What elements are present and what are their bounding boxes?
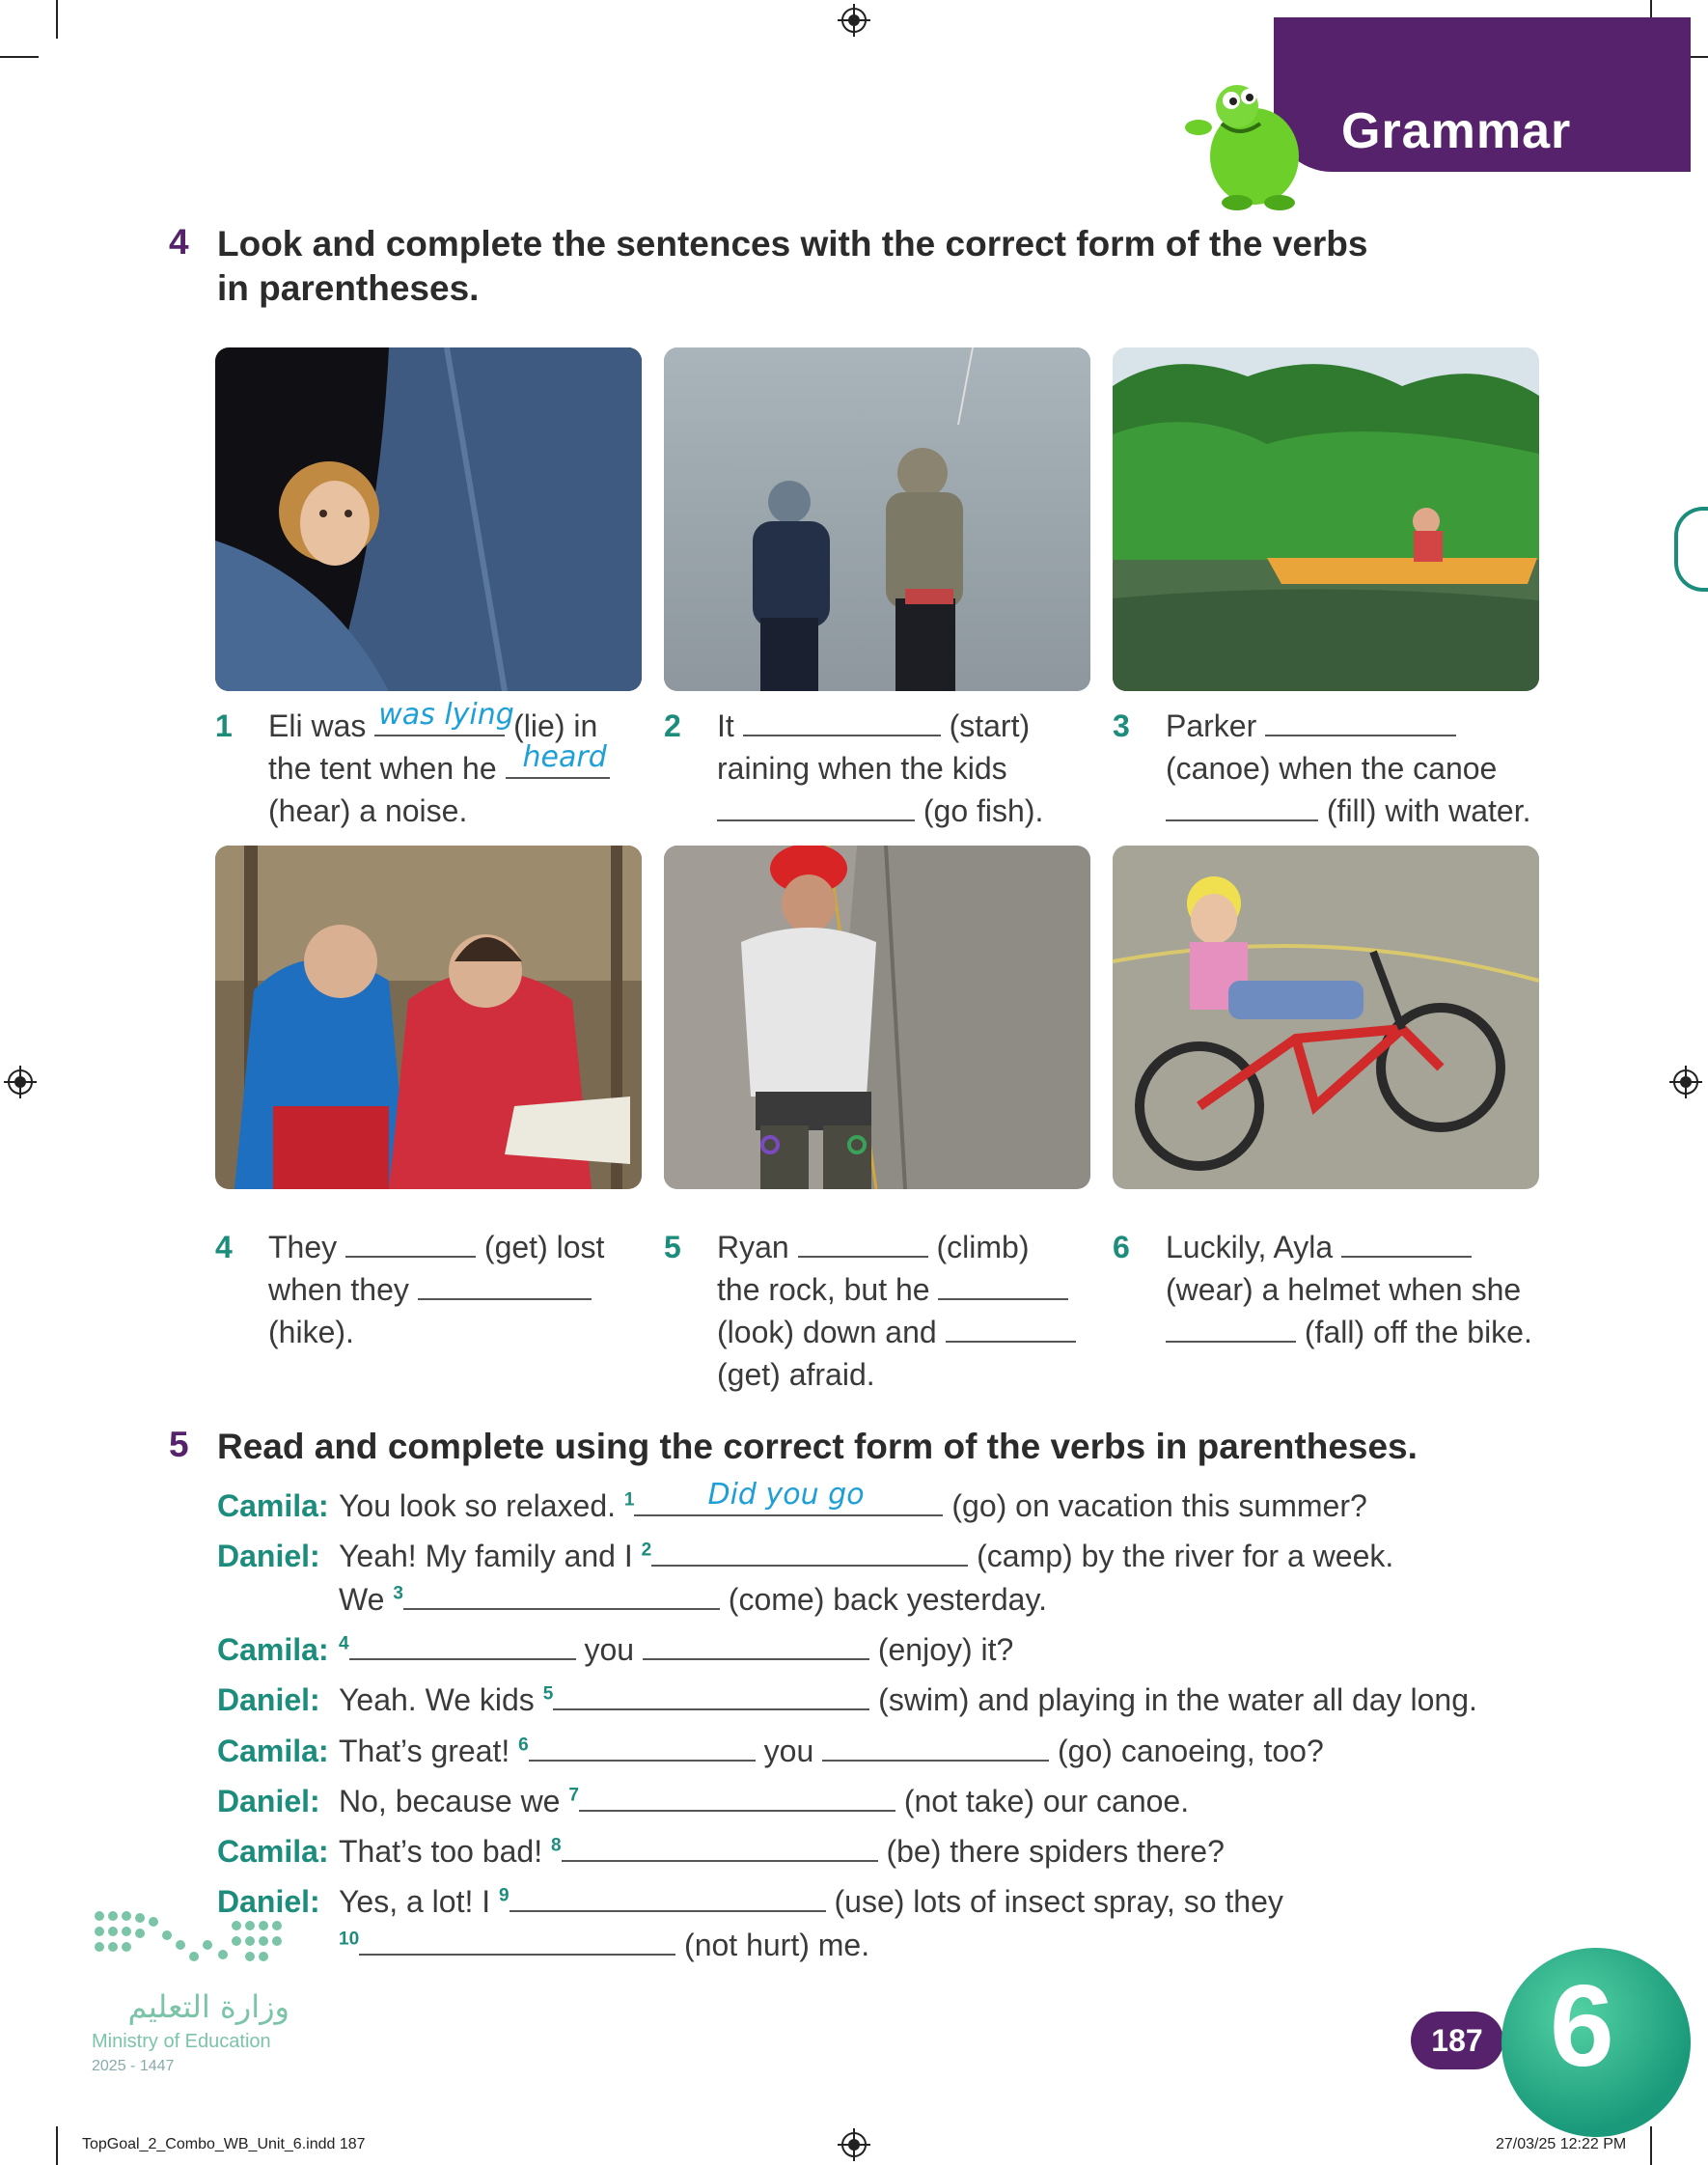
- item-number: 6: [1113, 1230, 1130, 1264]
- item-text: Parker: [1166, 708, 1266, 743]
- answer-blank[interactable]: [946, 1314, 1076, 1343]
- blank-number: 9: [499, 1885, 510, 1906]
- dialogue-line: [217, 1478, 1367, 1527]
- section-title: Grammar: [1341, 103, 1572, 159]
- dialogue-text: (not take) our canoe.: [895, 1784, 1190, 1818]
- item-text: (look) down and: [717, 1315, 946, 1349]
- blank-number: 7: [568, 1785, 579, 1806]
- dialogue-text: We: [339, 1582, 394, 1617]
- exercise4-item-1: [215, 698, 683, 832]
- crop-mark: [56, 0, 58, 39]
- dialogue-text: (go) on vacation this summer?: [943, 1488, 1367, 1523]
- instruction-line: Look and complete the sentences with the correct form of the verbs: [217, 224, 1368, 264]
- answer-blank[interactable]: [553, 1681, 869, 1710]
- blank-number: 2: [641, 1540, 652, 1561]
- photo-boy-in-tent: [215, 347, 642, 691]
- dialogue-line: [217, 1535, 1393, 1577]
- footer-date: 27/03/25 12:22 PM: [1496, 2136, 1627, 2152]
- item-number: 4: [215, 1230, 233, 1264]
- blank-number: 1: [623, 1489, 635, 1511]
- answer-blank[interactable]: [403, 1581, 720, 1610]
- unit-number: 6: [1550, 1961, 1614, 2091]
- dialogue-line: [217, 1880, 1283, 1923]
- registration-mark-icon: [838, 4, 870, 37]
- blank-number: 3: [393, 1583, 403, 1604]
- item-text: It: [717, 708, 743, 743]
- registration-mark-icon: [1669, 1066, 1702, 1098]
- item-text: Ryan: [717, 1230, 798, 1264]
- dialogue-text: (enjoy) it?: [868, 1632, 1014, 1667]
- answer-blank[interactable]: [579, 1783, 895, 1812]
- blank-number: 6: [518, 1735, 529, 1756]
- item-text: (hear) a noise.: [268, 793, 468, 828]
- item-text: Eli was: [268, 708, 375, 743]
- exercise-instruction: Read and complete using the correct form of the verbs in parentheses.: [217, 1427, 1418, 1466]
- ministry-logo-icon: [92, 1906, 294, 1974]
- item-text: (hike).: [268, 1315, 354, 1349]
- photo-rock-climber: [664, 846, 1090, 1189]
- answer-blank[interactable]: [798, 1229, 928, 1258]
- photo-kids-fishing: [664, 347, 1090, 691]
- answer-blank[interactable]: [374, 698, 514, 736]
- item-text: raining when the kids: [717, 751, 1007, 786]
- item-text: (fill) with water.: [1318, 793, 1531, 828]
- answer-blank[interactable]: [634, 1478, 943, 1516]
- dialogue-line: [217, 1730, 1324, 1772]
- dialogue-text: (be) there spiders there?: [877, 1834, 1225, 1869]
- item-text: the tent when he: [268, 751, 506, 786]
- side-tab: [1674, 507, 1708, 592]
- dialogue-text: Yeah! My family and I: [339, 1539, 642, 1573]
- answer-blank[interactable]: [418, 1271, 592, 1300]
- dialogue-text: Yeah. We kids: [339, 1682, 543, 1717]
- photo-hikers-map: [215, 846, 642, 1189]
- answer-blank[interactable]: [1166, 1314, 1296, 1343]
- answer-blank[interactable]: [643, 1631, 869, 1660]
- speaker-label: Camila:: [217, 1488, 329, 1523]
- blank-number: 5: [542, 1683, 554, 1705]
- instruction-line: in parentheses.: [217, 268, 480, 308]
- unit-badge: [1501, 1948, 1691, 2137]
- dialogue-text: Yes, a lot! I: [339, 1884, 500, 1919]
- sample-answer: heard: [522, 740, 607, 774]
- item-text: (fall) off the bike.: [1296, 1315, 1532, 1349]
- dialogue-text: (not hurt) me.: [675, 1928, 870, 1962]
- item-text: (lie) in: [505, 708, 598, 743]
- speaker-label: Camila:: [217, 1834, 329, 1869]
- answer-blank[interactable]: [1265, 708, 1456, 736]
- dialogue-text: No, because we: [339, 1784, 569, 1818]
- answer-blank[interactable]: [1166, 792, 1318, 821]
- crop-mark: [0, 56, 39, 58]
- sample-answer: Did you go: [707, 1478, 865, 1512]
- photo-canoe-river: [1113, 347, 1539, 691]
- logo-english-text: Ministry of Education: [92, 2031, 271, 2052]
- dialogue-line: [217, 1578, 1047, 1621]
- item-text: (canoe) when the canoe: [1166, 751, 1498, 786]
- exercise4-item-5: [664, 1226, 1132, 1396]
- item-text: (go fish).: [915, 793, 1044, 828]
- speaker-label: Camila:: [217, 1734, 329, 1768]
- answer-blank[interactable]: [529, 1733, 756, 1762]
- speaker-label: Camila:: [217, 1632, 329, 1667]
- logo-arabic-text: وزارة التعليم: [127, 1988, 289, 2025]
- item-text: when they: [268, 1272, 418, 1307]
- item-number: 1: [215, 708, 233, 743]
- dialogue-text: That’s too bad!: [339, 1834, 551, 1869]
- item-text: (start): [940, 708, 1031, 743]
- answer-blank[interactable]: [510, 1883, 826, 1912]
- dialogue-text: You look so relaxed.: [339, 1488, 624, 1523]
- blank-number: 10: [339, 1929, 360, 1950]
- mascot-icon: [1179, 68, 1314, 212]
- dialogue-line: [217, 1924, 869, 1966]
- dialogue-text: (camp) by the river for a week.: [968, 1539, 1394, 1573]
- dialogue-line: [217, 1830, 1225, 1873]
- exercise4-item-6: [1113, 1226, 1581, 1353]
- item-text: (climb): [927, 1230, 1030, 1264]
- answer-blank[interactable]: [822, 1733, 1049, 1762]
- answer-blank[interactable]: [938, 1271, 1068, 1300]
- item-text: (wear) a helmet when she: [1166, 1272, 1522, 1307]
- photo-girl-bike: [1113, 846, 1539, 1189]
- dialogue-text: (come) back yesterday.: [719, 1582, 1047, 1617]
- dialogue-line: [217, 1628, 1013, 1671]
- registration-mark-icon: [4, 1066, 37, 1098]
- item-number: 5: [664, 1230, 681, 1264]
- item-text: They: [268, 1230, 346, 1264]
- speaker-label: Daniel:: [217, 1539, 320, 1573]
- dialogue-text: (swim) and playing in the water all day long.: [869, 1682, 1477, 1717]
- blank-number: 4: [339, 1633, 349, 1654]
- footer-file-info: TopGoal_2_Combo_WB_Unit_6.indd 187: [82, 2136, 366, 2152]
- dialogue-text: That’s great!: [339, 1734, 519, 1768]
- item-number: 2: [664, 708, 681, 743]
- crop-mark: [56, 2126, 58, 2165]
- speaker-label: Daniel:: [217, 1884, 320, 1919]
- item-text: (get) afraid.: [717, 1357, 875, 1392]
- answer-blank[interactable]: [651, 1538, 968, 1567]
- answer-blank[interactable]: [359, 1927, 675, 1956]
- item-text: Luckily, Ayla: [1166, 1230, 1342, 1264]
- item-number: 3: [1113, 708, 1130, 743]
- blank-number: 8: [551, 1835, 562, 1856]
- speaker-label: Daniel:: [217, 1682, 320, 1717]
- item-text: the rock, but he: [717, 1272, 939, 1307]
- answer-blank[interactable]: [506, 740, 610, 779]
- answer-blank[interactable]: [562, 1833, 878, 1862]
- answer-blank[interactable]: [345, 1229, 476, 1258]
- registration-mark-icon: [838, 2128, 870, 2161]
- dialogue-text: you: [755, 1734, 823, 1768]
- dialogue-text: (use) lots of insect spray, so they: [825, 1884, 1283, 1919]
- page-number: 187: [1411, 2012, 1503, 2069]
- exercise4-item-2: [664, 705, 1132, 832]
- logo-year: 2025 - 1447: [92, 2058, 175, 2074]
- speaker-label: Daniel:: [217, 1784, 320, 1818]
- dialogue-line: [217, 1780, 1189, 1822]
- sample-answer: was lying: [378, 698, 514, 732]
- dialogue-line: [217, 1679, 1477, 1721]
- answer-blank[interactable]: [349, 1631, 576, 1660]
- exercise-instruction: [217, 222, 1367, 311]
- item-text: (get) lost: [476, 1230, 605, 1264]
- exercise-number: 4: [169, 222, 189, 262]
- dialogue-text: you: [575, 1632, 643, 1667]
- crop-mark: [1650, 2126, 1652, 2165]
- answer-blank[interactable]: [743, 708, 941, 736]
- exercise4-item-3: [1113, 705, 1581, 832]
- answer-blank[interactable]: [717, 792, 915, 821]
- exercise4-item-4: [215, 1226, 683, 1353]
- exercise-number: 5: [169, 1425, 189, 1464]
- section-banner: [1274, 17, 1691, 172]
- dialogue-text: (go) canoeing, too?: [1049, 1734, 1324, 1768]
- answer-blank[interactable]: [1341, 1229, 1472, 1258]
